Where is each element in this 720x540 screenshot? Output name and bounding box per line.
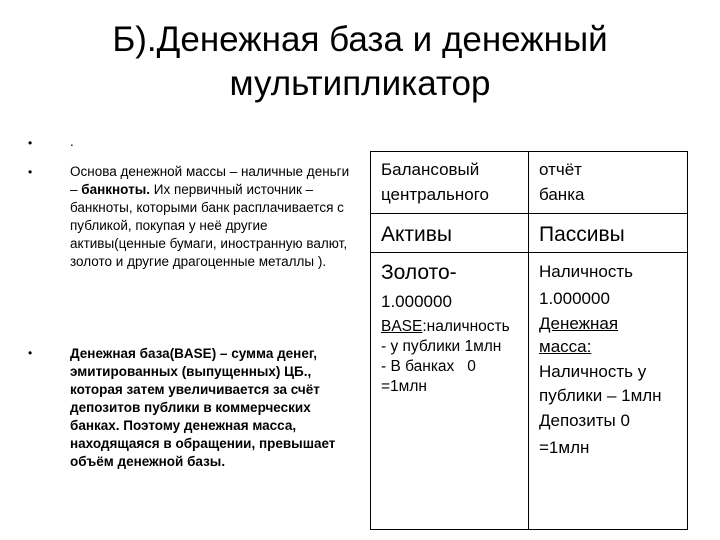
header-right <box>539 157 584 207</box>
header-left-line-2: центрального <box>381 185 489 204</box>
assets-banks-line: - В банках 0 <box>381 358 476 375</box>
liabilities-cash-public-2: публики – 1млн <box>539 386 662 405</box>
base-suffix: :наличность <box>422 318 510 335</box>
bullet-marker: • <box>28 346 33 360</box>
balance-table <box>370 151 688 530</box>
bullet-marker: • <box>28 136 33 150</box>
liabilities-details <box>539 258 662 461</box>
table-divider-horizontal <box>371 252 687 253</box>
bullet-text-part: Их первичный источник – банкноты, которыми банк расплачивается с публикой, покупая у неё другие активы(ценные бумаги, иностранную валют, золото и другие драгоценные металлы ). <box>70 182 348 269</box>
liabilities-total: =1млн <box>539 438 590 457</box>
liabilities-money-supply-2: масса: <box>539 337 592 356</box>
header-left-line-1: Балансовый <box>381 160 480 179</box>
header-left <box>381 157 489 207</box>
base-label: BASE <box>381 318 423 335</box>
title-line-1: Б).Денежная база и денежный <box>112 20 608 59</box>
table-divider-vertical <box>528 152 529 529</box>
page-title <box>40 18 680 106</box>
assets-gold-amount: 1.000000 <box>381 292 452 311</box>
assets-base-line <box>381 317 510 337</box>
table-divider-horizontal <box>371 213 687 214</box>
bullet-text-3: Денежная база(BASE) – сумма денег, эмитированных (выпущенных) ЦБ., которая затем увеличивается за счёт депозитов публики в коммерческих банках. Поэтому денежная масса, находящаяся в обращении, превышает объём денежной базы. <box>70 346 336 469</box>
liabilities-money-supply-1: Денежная <box>539 314 619 333</box>
liabilities-deposits: Депозиты 0 <box>539 411 630 430</box>
assets-details <box>381 317 510 397</box>
bullet-text-part: Основа денежной массы – наличные деньги – <box>70 164 350 197</box>
header-right-line-2: банка <box>539 185 585 204</box>
liabilities-label: Пассивы <box>539 223 625 246</box>
bullet-text-1: . <box>70 134 74 149</box>
bullet-marker: • <box>28 165 33 179</box>
assets-label: Активы <box>381 223 453 246</box>
assets-gold: Золото- <box>381 261 457 284</box>
liabilities-cash-amount: 1.000000 <box>539 289 610 308</box>
assets-total-line: =1млн <box>381 378 427 395</box>
title-line-2: мультипликатор <box>229 64 491 103</box>
liabilities-cash-public-1: Наличность у <box>539 362 647 381</box>
header-right-line-1: отчёт <box>539 160 582 179</box>
liabilities-cash-line: Наличность <box>539 262 633 281</box>
assets-public-line: - у публики 1млн <box>381 338 502 355</box>
bullet-text-2 <box>70 163 360 271</box>
bullet-bold-word: банкноты. <box>81 182 150 197</box>
